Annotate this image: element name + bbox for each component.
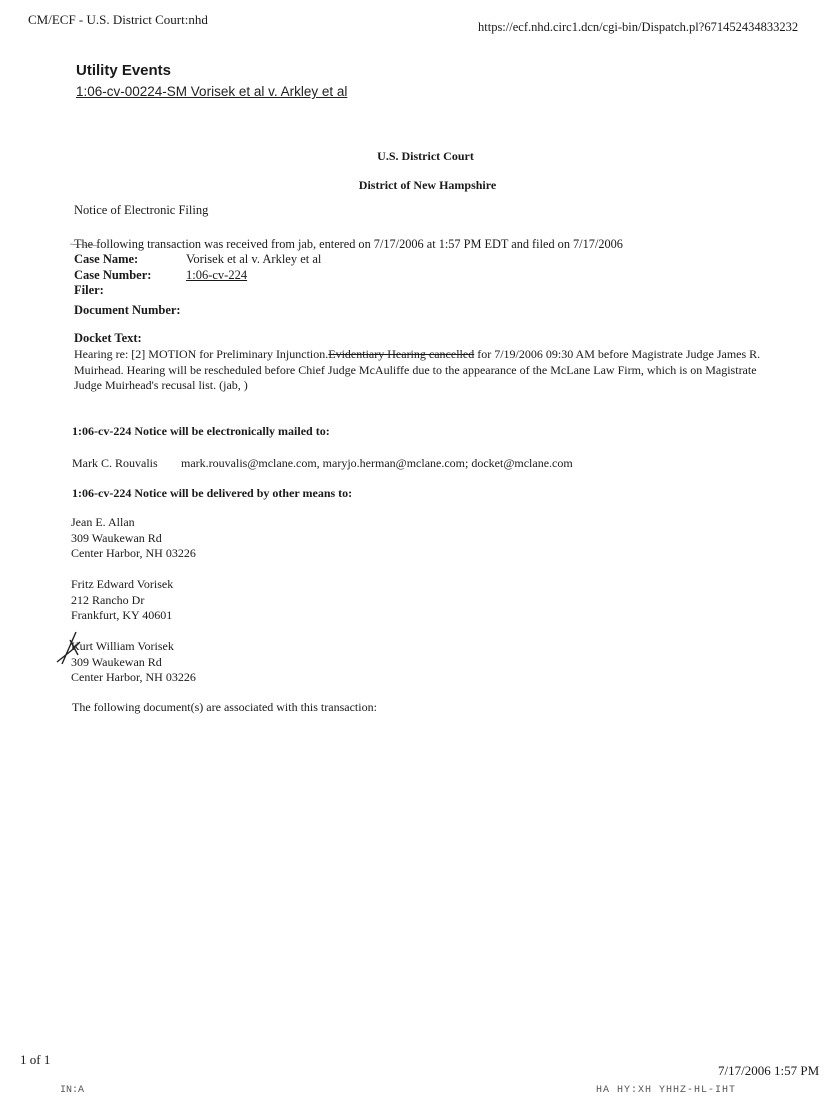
- docket-text-struck: Evidentiary Hearing cancelled: [328, 347, 475, 361]
- documents-associated-line: The following document(s) are associated with this transaction:: [72, 700, 377, 714]
- page-number: 1 of 1: [20, 1052, 51, 1067]
- recipient-street: 309 Waukewan Rd: [71, 654, 162, 669]
- recipient-street: 212 Rancho Dr: [71, 592, 145, 607]
- case-name-row: [74, 252, 321, 267]
- docket-text-label: Docket Text:: [74, 331, 142, 345]
- case-number-row: [74, 268, 247, 283]
- court-name: U.S. District Court: [377, 149, 474, 163]
- recipient-street: 309 Waukewan Rd: [71, 530, 162, 545]
- recipient-name: Kurt William Vorisek: [71, 639, 174, 653]
- docket-text-part2: for 7/19/2006 09:30 AM before Magistrate Judge James R. Muirhead. Hearing will be rescheduled before Chief Judge McAuliffe due to the appearance of the McLane Law Firm, which is on Magistrate Judge Muirhead's recusal list. (jab, ): [74, 347, 761, 392]
- print-datetime: 7/17/2006 1:57 PM: [718, 1063, 820, 1078]
- header-url: https://ecf.nhd.circ1.dcn/cgi-bin/Dispatch.pl?671452434833232: [478, 20, 799, 34]
- email-recipient-row: [72, 456, 573, 471]
- fax-header-fragment-right: HA HY:XH YHHZ-HL-IHT: [596, 1085, 737, 1096]
- recipient-address: [71, 515, 196, 562]
- recipient-city: Frankfurt, KY 40601: [71, 608, 173, 622]
- court-district: District of New Hampshire: [358, 178, 497, 192]
- docket-text-part1: Hearing re: [2] MOTION for Preliminary Injunction.: [74, 347, 329, 361]
- notice-title: Notice of Electronic Filing: [74, 203, 209, 217]
- case-number-label: Case Number:: [74, 268, 152, 282]
- email-recipient-addresses: mark.rouvalis@mclane.com, maryjo.herman@mclane.com; docket@mclane.com: [181, 456, 573, 470]
- case-title-link[interactable]: 1:06-cv-00224-SM Vorisek et al v. Arkley et al: [76, 84, 348, 99]
- other-notice-heading: 1:06-cv-224 Notice will be delivered by other means to:: [72, 486, 353, 500]
- recipient-city: Center Harbor, NH 03226: [71, 546, 196, 560]
- case-name-value: Vorisek et al v. Arkley et al: [186, 252, 322, 266]
- transaction-line: The following transaction was received from jab, entered on 7/17/2006 at 1:57 PM EDT and filed on 7/17/2006: [74, 237, 623, 251]
- recipient-name: Fritz Edward Vorisek: [71, 577, 174, 591]
- case-name-label: Case Name:: [74, 252, 139, 266]
- filer-label: Filer:: [74, 283, 104, 297]
- email-notice-heading: 1:06-cv-224 Notice will be electronically mailed to:: [72, 424, 330, 438]
- header-site-title: CM/ECF - U.S. District Court:nhd: [28, 12, 208, 27]
- utility-events-title: Utility Events: [76, 62, 172, 79]
- recipient-address: [71, 577, 173, 624]
- recipient-name: Jean E. Allan: [71, 515, 135, 529]
- document-number-label: Document Number:: [74, 303, 181, 317]
- fax-header-fragment-left: IN:A: [60, 1085, 85, 1096]
- recipient-city: Center Harbor, NH 03226: [71, 670, 196, 684]
- recipient-address: [71, 639, 196, 686]
- case-number-link[interactable]: 1:06-cv-224: [186, 268, 248, 282]
- email-recipient-name: Mark C. Rouvalis: [72, 456, 158, 470]
- docket-text: [74, 347, 774, 394]
